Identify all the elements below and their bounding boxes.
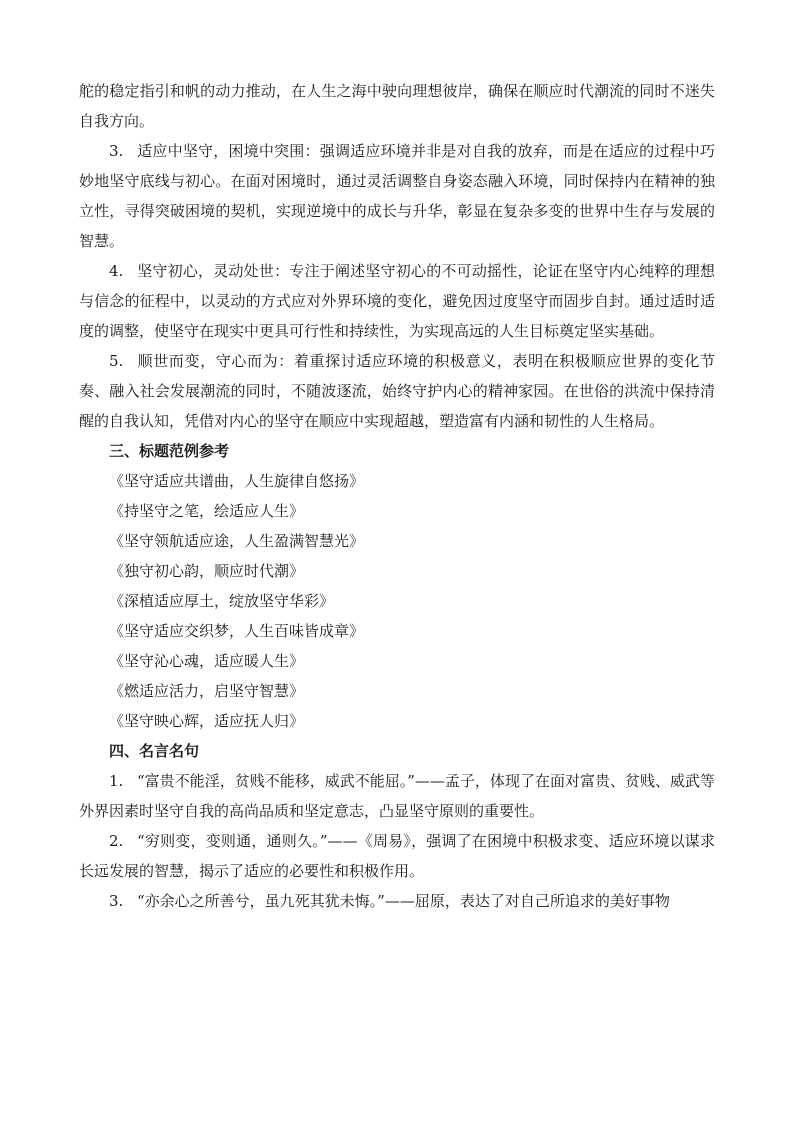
point-number: 3. (109, 142, 124, 160)
point-item (79, 136, 715, 256)
document-page (79, 76, 715, 916)
example-title: 《深植适应厚土，绽放坚守华彩》 (109, 592, 335, 610)
quote-number: 2. (109, 832, 124, 850)
point-item (79, 256, 715, 346)
point-text: 坚守初心，灵动处世：专注于阐述坚守初心的不可动摇性，论证在坚守内心纯粹的理想与信念的征程中，以灵动的方式应对外界环境的变化，避免因过度坚守而固步自封。通过适时适度的调整，使坚守在现实中更具可行性和持续性，为实现高远的人生目标奠定坚实基础。 (79, 262, 715, 340)
example-title: 《燃适应活力，启坚守智慧》 (109, 682, 305, 700)
point-number: 5. (109, 352, 124, 370)
example-title: 《坚守沁心魂，适应暖人生》 (109, 652, 305, 670)
quote-text: “亦余心之所善兮，虽九死其犹未悔。”——屈原，表达了对自己所追求的美好事物 (137, 892, 670, 910)
example-title: 《坚守领航适应途，人生盈满智慧光》 (109, 532, 365, 550)
section-heading: 三、标题范例参考 (109, 442, 230, 460)
intro-paragraph: 舵的稳定指引和帆的动力推动，在人生之海中驶向理想彼岸，确保在顺应时代潮流的同时不迷失自我方向。 (79, 82, 715, 130)
point-text: 顺世而变，守心而为：着重探讨适应环境的积极意义，表明在积极顺应世界的变化节奏、融入社会发展潮流的同时，不随波逐流，始终守护内心的精神家园。在世俗的洪流中保持清醒的自我认知，凭借对内心的坚守在顺应中实现超越，塑造富有内涵和韧性的人生格局。 (79, 352, 715, 430)
quote-item (79, 766, 715, 826)
point-number: 4. (109, 262, 124, 280)
section-heading: 四、名言名句 (109, 742, 200, 760)
example-title: 《独守初心韵，顺应时代潮》 (109, 562, 305, 580)
quote-item (79, 886, 715, 916)
example-title: 《坚守映心辉，适应抚人归》 (109, 712, 305, 730)
point-text: 适应中坚守，困境中突围：强调适应环境并非是对自我的放弃，而是在适应的过程中巧妙地坚守底线与初心。在面对困境时，通过灵活调整自身姿态融入环境，同时保持内在精神的独立性，寻得突破困境的契机，实现逆境中的成长与升华，彰显在复杂多变的世界中生存与发展的智慧。 (79, 142, 715, 250)
example-title: 《坚守适应交织梦，人生百味皆成章》 (109, 622, 365, 640)
quote-text: “富贵不能淫，贫贱不能移，威武不能屈。”——孟子，体现了在面对富贵、贫贱、威武等外界因素时坚守自我的高尚品质和坚定意志，凸显坚守原则的重要性。 (79, 772, 715, 820)
quote-item (79, 826, 715, 886)
quote-number: 1. (109, 772, 124, 790)
point-item (79, 346, 715, 436)
quote-number: 3. (109, 892, 124, 910)
example-title: 《坚守适应共谱曲，人生旋律自悠扬》 (109, 472, 365, 490)
example-title: 《持坚守之笔，绘适应人生》 (109, 502, 305, 520)
quote-text: “穷则变，变则通，通则久。”——《周易》，强调了在困境中积极求变、适应环境以谋求长远发展的智慧，揭示了适应的必要性和积极作用。 (79, 832, 715, 880)
